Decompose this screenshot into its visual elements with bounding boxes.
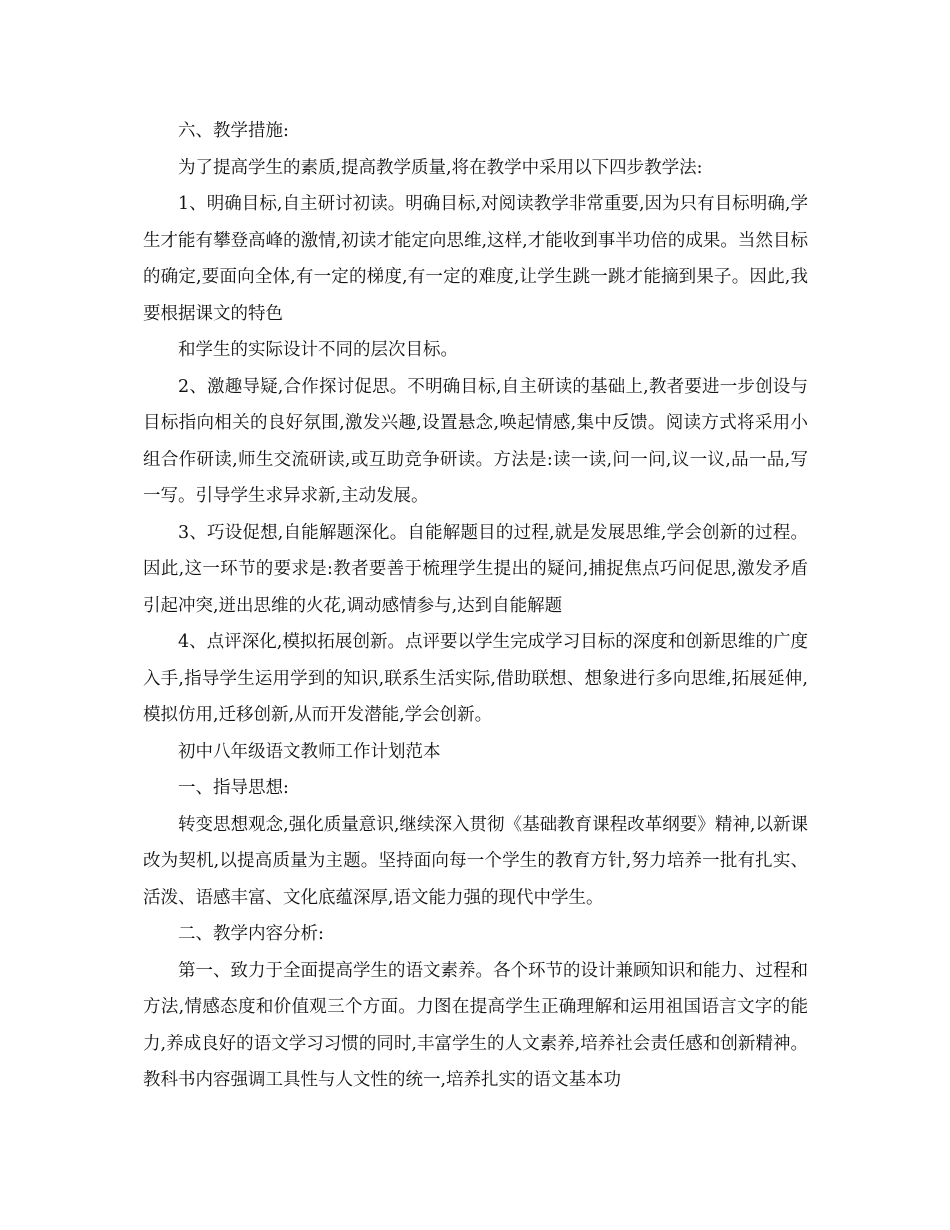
paragraph-step-1-continued: 和学生的实际设计不同的层次目标。 [178,340,458,360]
paragraph-step-4: 4、点评深化,模拟拓展创新。点评要以学生完成学习目标的深度和创新思维的广度入手,指导学生运用学到的知识,联系生活实际,借助联想、想象进行多向思维,拓展延伸,模拟仿用,迁移创新,从而开发潜能,学会创新。 [143,632,808,725]
heading-guiding-thought: 一、指导思想: [178,778,289,798]
paragraph-step-2: 2、激趣导疑,合作探讨促思。不明确目标,自主研读的基础上,教者要进一步创设与目标指向相关的良好氛围,激发兴趣,设置悬念,唤起情感,集中反馈。阅读方式将采用小组合作研读,师生交流研读,或互助竞争研读。方法是:读一读,问一问,议一议,品一品,写一写。引导学生求异求新,主动发展。 [143,376,808,506]
section-title-plan: 初中八年级语文教师工作计划范本 [178,741,441,762]
heading-teaching-measures: 六、教学措施: [178,121,289,141]
heading-content-analysis: 二、教学内容分析: [178,924,324,944]
paragraph-step-3: 3、巧设促想,自能解题深化。自能解题目的过程,就是发展思维,学会创新的过程。因此,这一环节的要求是:教者要善于梳理学生提出的疑问,捕捉焦点巧问促思,激发矛盾引起冲突,迸出思维的火花,调动感情参与,达到自能解题 [143,522,808,616]
paragraph-intro-methods: 为了提高学生的素质,提高教学质量,将在教学中采用以下四步教学法: [178,157,703,178]
paragraph-content-analysis: 第一、致力于全面提高学生的语文素养。各个环节的设计兼顾知识和能力、过程和方法,情感态度和价值观三个方面。力图在提高学生正确理解和运用祖国语言文字的能力,养成良好的语文学习习惯的同时,丰富学生的人文素养,培养社会责任感和创新精神。教科书内容强调工具性与人文性的统一,培养扎实的语文基本功 [143,960,808,1090]
paragraph-step-1: 1、明确目标,自主研讨初读。明确目标,对阅读教学非常重要,因为只有目标明确,学生才能有攀登高峰的激情,初读才能定向思维,这样,才能收到事半功倍的成果。当然目标的确定,要面向全体,有一定的梯度,有一定的难度,让学生跳一跳才能摘到果子。因此,我要根据课文的特色 [143,194,808,324]
document-body [143,113,808,1099]
paragraph-guiding-thought: 转变思想观念,强化质量意识,继续深入贯彻《基础教育课程改革纲要》精神,以新课改为契机,以提高质量为主题。坚持面向每一个学生的教育方针,努力培养一批有扎实、活泼、语感丰富、文化底蕴深厚,语文能力强的现代中学生。 [143,814,808,908]
